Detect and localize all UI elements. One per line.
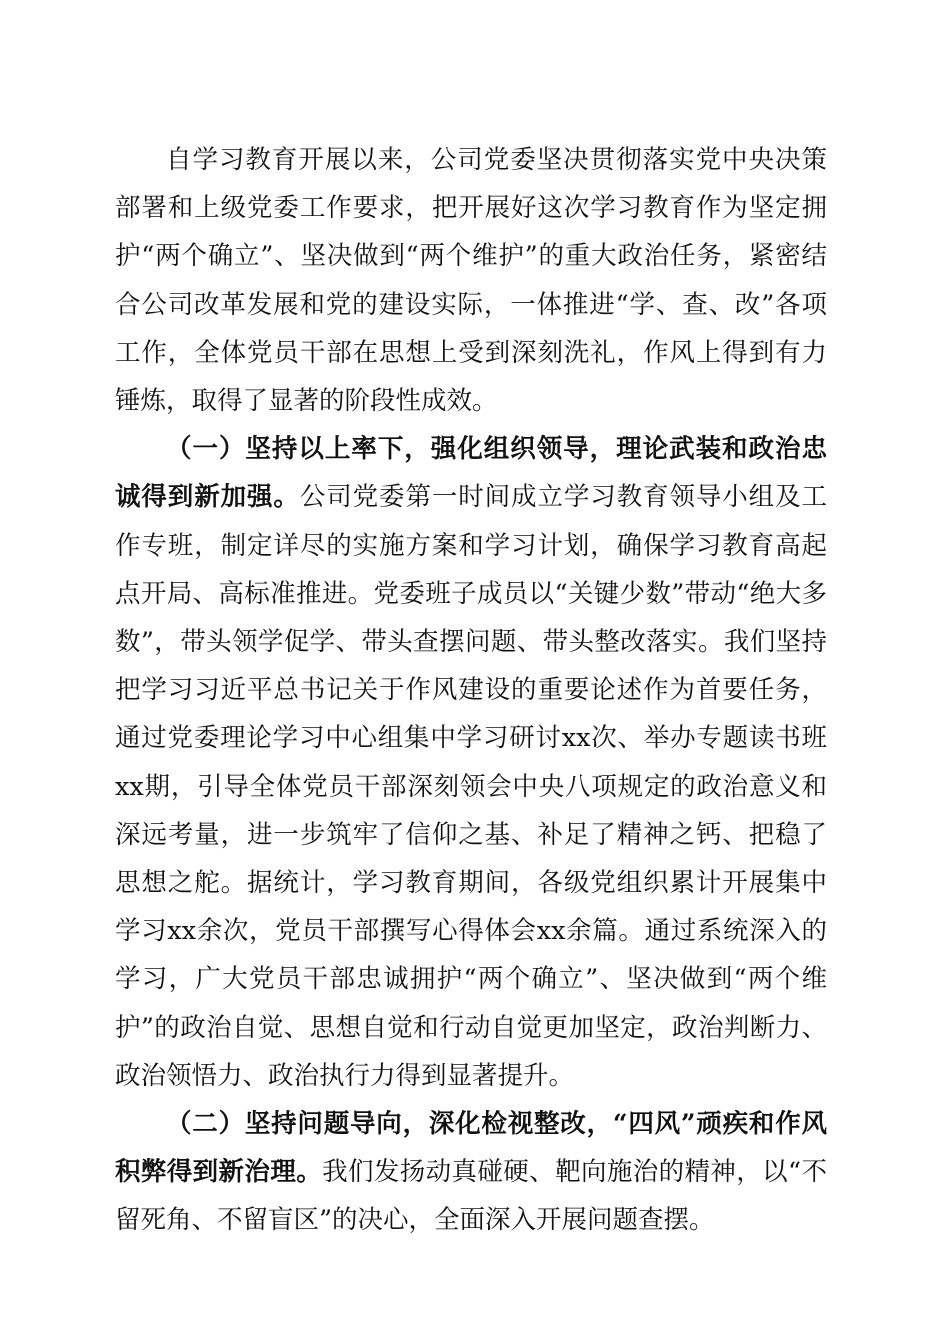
paragraph-section-2 bbox=[115, 1100, 827, 1245]
section-1-text: 公司党委第一时间成立学习教育领导小组及工作专班，制定详尽的实施方案和学习计划，确保学习教育高起点开局、高标准推进。党委班子成员以“关键少数”带动“绝大多数”，带头领学促学、带头查摆问题、带头整改落实。我们坚持把学习习近平总书记关于作风建设的重要论述作为首要任务，通过党委理论学习中心组集中学习研讨xx次、举办专题读书班xx期，引导全体党员干部深刻领会中央八项规定的政治意义和深远考量，进一步筑牢了信仰之基、补足了精神之钙、把稳了思想之舵。据统计，学习教育期间，各级党组织累计开展集中学习xx余次，党员干部撰写心得体会xx余篇。通过系统深入的学习，广大党员干部忠诚拥护“两个确立”、坚决做到“两个维护”的政治自觉、思想自觉和行动自觉更加坚定，政治判断力、政治领悟力、政治执行力得到显著提升。 bbox=[115, 482, 827, 1091]
document-body bbox=[115, 136, 827, 1245]
paragraph-text: 自学习教育开展以来，公司党委坚决贯彻落实党中央决策部署和上级党委工作要求，把开展好这次学习教育作为坚定拥护“两个确立”、坚决做到“两个维护”的重大政治任务，紧密结合公司改革发展和党的建设实际，一体推进“学、查、改”各项工作，全体党员干部在思想上受到深刻洗礼，作风上得到有力锤炼，取得了显著的阶段性成效。 bbox=[115, 145, 827, 417]
section-2-text: 我们发扬动真碰硬、靶向施治的精神，以“不留死角、不留盲区”的决心，全面深入开展问题查摆。 bbox=[115, 1157, 827, 1236]
paragraph-section-1 bbox=[115, 425, 827, 1100]
section-2-heading: （二）坚持问题导向，深化检视整改，“四风”顽疾和作风积弊得到新治理。 bbox=[115, 1109, 827, 1188]
paragraph-intro bbox=[115, 136, 827, 425]
section-1-heading: （一）坚持以上率下，强化组织领导，理论武装和政治忠诚得到新加强。 bbox=[115, 434, 827, 513]
